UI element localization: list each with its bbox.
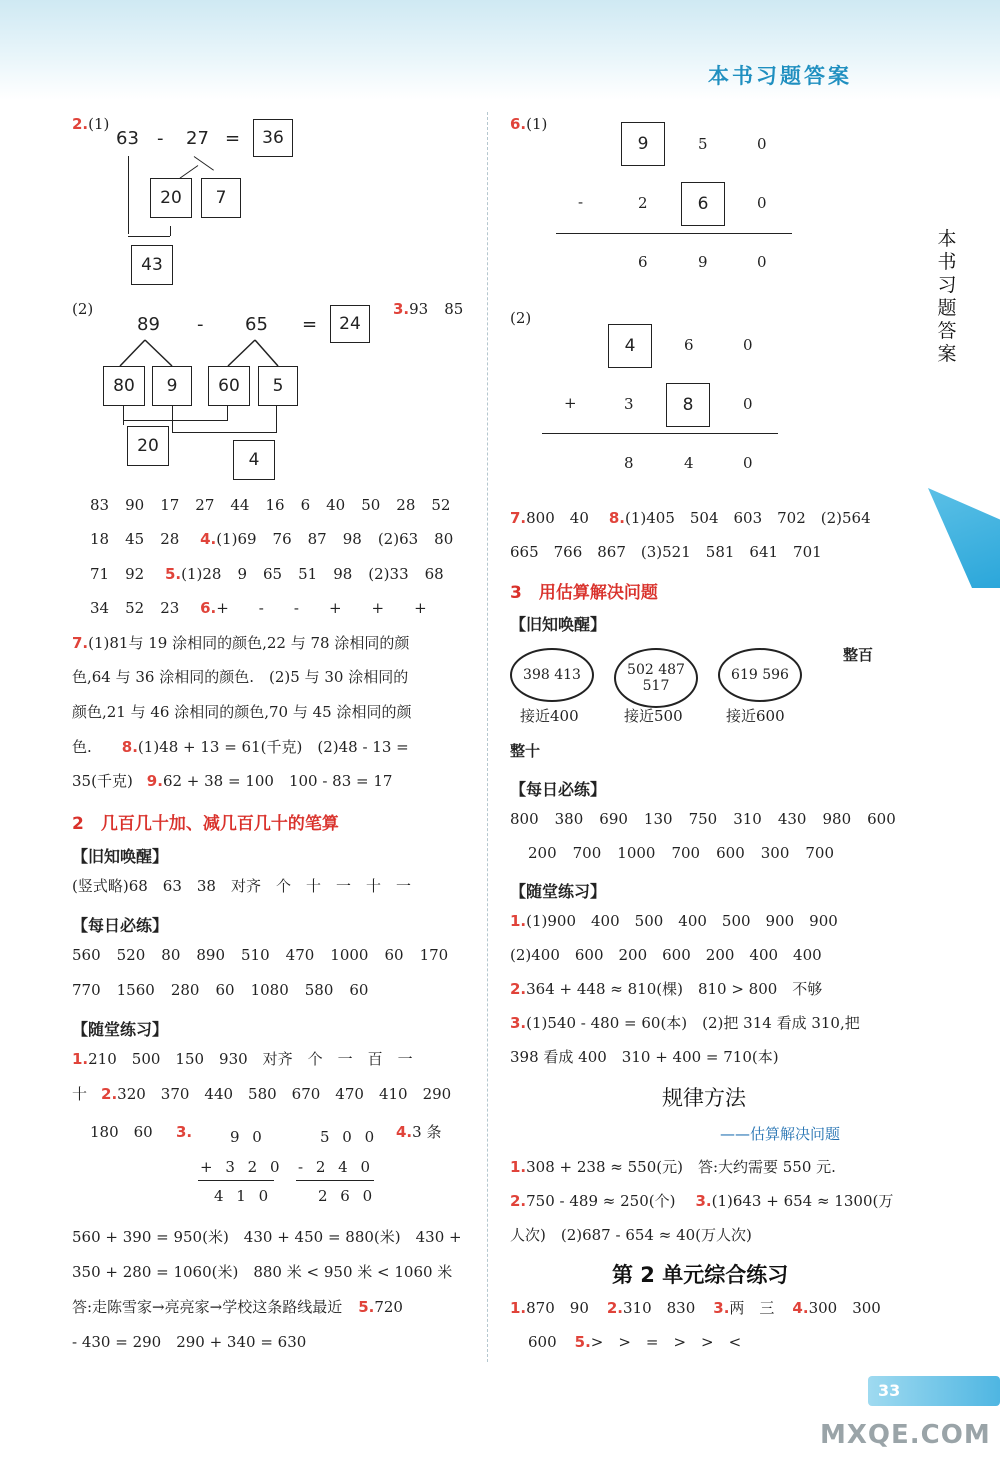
q2-2-label: (2) (72, 300, 94, 318)
q2-2-b: 65 (245, 314, 268, 335)
vc1-mid: + 3 2 0 (200, 1158, 284, 1176)
q2-2-conn-c (172, 432, 276, 433)
q2-2-branch-1 (120, 340, 145, 366)
r-q6-1-box-a: 9 (621, 122, 665, 166)
r-q6-1-r3b: 9 (698, 253, 708, 271)
sec2-st1: 1.210 500 150 930 对齐 个 一 百 一 (72, 1050, 413, 1068)
left-row-1: 83 90 17 27 44 16 6 40 50 28 52 (90, 496, 451, 514)
q7-line-4: 色. 8.(1)48 + 13 = 61(千克) (2)48 - 13 = (72, 738, 409, 756)
sec3-oval-cap-3: 接近600 (726, 707, 785, 725)
q2-1-eq: = (225, 128, 241, 149)
q2-2-branch-2 (145, 340, 172, 366)
r-q6-1-r3a: 6 (638, 253, 648, 271)
q2-1-bottom-box: 43 (131, 245, 173, 285)
header-title: 本书习题答案 (708, 64, 852, 88)
section-3-title: 3 用估算解决问题 (510, 583, 658, 603)
sec2-st4: 4.3 条 (396, 1123, 442, 1141)
r-q6-2-label: (2) (510, 309, 532, 327)
r-q6-2-line (542, 433, 778, 434)
q2-2-conn-f (227, 405, 228, 421)
q8-q9-line: 35(千克) 9.62 + 38 = 100 100 - 83 = 17 (72, 772, 393, 790)
q7-line-1: 7.(1)81与 19 涂相同的颜色,22 与 78 涂相同的颜 (72, 634, 410, 652)
r-q6-2-r3b: 4 (684, 454, 694, 472)
q2-heading: 2.(1) (72, 115, 110, 133)
r-q6-2-r2a: 3 (624, 395, 634, 413)
q2-1-branch-l (180, 165, 199, 178)
r-q6-2-op: + (564, 394, 577, 412)
method-2-3: 2.750 - 489 ≈ 250(个) 3.(1)643 + 654 ≈ 1300(万 (510, 1192, 894, 1210)
sec3-oval-3: 619 596 (718, 648, 802, 702)
watermark: MXQE.COM (820, 1420, 991, 1450)
q2-1-split-line (128, 156, 129, 234)
sec3-st1-cont: (2)400 600 200 600 200 400 400 (510, 946, 822, 964)
sec2-line-c: 答:走陈雪家→亮亮家→学校这条路线最近 5.720 (72, 1298, 403, 1316)
sec2-st2-cont: 180 60 (90, 1123, 153, 1141)
q2-1-split1-box: 20 (150, 178, 192, 218)
side-title: 本书习题答案 (937, 228, 957, 365)
sec3-oval-cap-2: 接近500 (624, 707, 683, 725)
q2-2-branch-4 (255, 340, 278, 366)
sec2-meiri: 【每日必练】 (72, 916, 169, 935)
sec2-meiri-row-1: 560 520 80 890 510 470 1000 60 170 (72, 946, 449, 964)
sec3-jiuzhi: 【旧知唤醒】 (510, 615, 607, 634)
q2-1-arrow-up (170, 226, 171, 236)
sec3-oval-1: 398 413 (510, 648, 594, 702)
q7-line-2: 色,64 与 36 涂相同的颜色. (2)5 与 30 涂相同的 (72, 668, 409, 686)
sec2-st3-label: 3. (176, 1123, 193, 1141)
r-q6-2-r1b: 6 (684, 336, 694, 354)
left-row-2: 18 45 28 4.(1)69 76 87 98 (2)63 80 (90, 530, 454, 548)
r-q6-1-op: - (578, 193, 584, 211)
page-number: 33 (868, 1376, 1000, 1406)
unit-title: 第 2 单元综合练习 (612, 1263, 789, 1287)
sec3-zhengbai: 整百 (843, 646, 874, 664)
sec3-st2: 2.364 + 448 ≈ 810(棵) 810 > 800 不够 (510, 980, 823, 998)
r-q6-2-r3a: 8 (624, 454, 634, 472)
unit-row-2: 600 5.> > = > > < (528, 1333, 742, 1351)
sec2-jiuzhi: 【旧知唤醒】 (72, 847, 169, 866)
sec3-oval-cap-1: 接近400 (520, 707, 579, 725)
sec2-st2: 十 2.320 370 440 580 670 470 410 290 (72, 1085, 452, 1103)
method-1: 1.308 + 238 ≈ 550(元) 答:大约需要 550 元. (510, 1158, 836, 1176)
column-divider (487, 112, 488, 1362)
sec2-jiuzhi-text: (竖式略)68 63 38 对齐 个 十 一 十 一 (72, 877, 411, 895)
method-3-cont: 人次) (2)687 - 654 ≈ 40(万人次) (510, 1226, 752, 1244)
vc1-top: 9 0 (230, 1128, 266, 1146)
side-tab (928, 488, 1000, 588)
sec2-suitang: 【随堂练习】 (72, 1020, 169, 1039)
q2-2-s1-box: 80 (103, 366, 145, 406)
vc2-line (296, 1180, 374, 1181)
q2-2-op: - (197, 314, 204, 335)
q2-2-result-box: 24 (330, 305, 370, 343)
sec2-line-a: 560 + 390 = 950(米) 430 + 450 = 880(米) 430 + (72, 1228, 462, 1246)
sec3-meiri: 【每日必练】 (510, 780, 607, 799)
sec3-st3-cont: 398 看成 400 310 + 400 = 710(本) (510, 1048, 779, 1066)
vc2-mid: - 2 4 0 (298, 1158, 375, 1176)
sec3-suitang: 【随堂练习】 (510, 882, 607, 901)
q2-1-op: - (157, 128, 164, 149)
section-2-title: 2 几百几十加、减几百几十的笔算 (72, 814, 339, 834)
q2-2-conn-e (123, 420, 227, 421)
left-row-3: 71 92 5.(1)28 9 65 51 98 (2)33 68 (90, 565, 444, 583)
r-q6-2-box-a: 4 (608, 324, 652, 368)
sec2-meiri-row-2: 770 1560 280 60 1080 580 60 (72, 981, 369, 999)
sec3-st3: 3.(1)540 - 480 = 60(本) (2)把 314 看成 310,把 (510, 1014, 860, 1032)
q2-2-branch-3 (228, 340, 255, 366)
r-q6-heading: 6.(1) (510, 115, 548, 133)
r-q6-1-r2c: 0 (757, 194, 767, 212)
r-q6-1-box-b: 6 (681, 182, 725, 226)
sec3-meiri-row-1: 800 380 690 130 750 310 430 980 600 (510, 810, 896, 828)
r-q6-1-line (556, 233, 792, 234)
q2-2-conn-d (276, 405, 277, 433)
q3: 3.93 85 (393, 300, 464, 318)
q2-1-branch-r (194, 156, 214, 171)
r-q6-2-box-b: 8 (666, 383, 710, 427)
q7-line-3: 颜色,21 与 46 涂相同的颜色,70 与 45 涂相同的颜 (72, 703, 412, 721)
r-q6-1-r2a: 2 (638, 194, 648, 212)
q2-2-b2-box: 4 (233, 440, 275, 480)
r-q6-1-r1b: 5 (698, 135, 708, 153)
r-q6-1-r1c: 0 (757, 135, 767, 153)
r-q6-2-r1c: 0 (743, 336, 753, 354)
sec3-meiri-row-2: 200 700 1000 700 600 300 700 (528, 844, 835, 862)
r-q6-2-r3c: 0 (743, 454, 753, 472)
vc1-res: 4 1 0 (214, 1187, 273, 1205)
q2-2-conn-a (123, 405, 124, 425)
sec3-oval-2: 502 487 517 (614, 648, 698, 708)
q2-1-result-box: 36 (253, 119, 293, 157)
method-title: 规律方法 (662, 1086, 746, 1110)
q2-2-eq: = (302, 314, 318, 335)
vc2-res: 2 6 0 (318, 1187, 377, 1205)
r-q6-1-r3c: 0 (757, 253, 767, 271)
q2-1-arrow-line (128, 236, 170, 237)
q2-2-b1-box: 20 (127, 426, 169, 466)
unit-row-1: 1.870 90 2.310 830 3.两 三 4.300 300 (510, 1299, 881, 1317)
q2-1-split2-box: 7 (201, 178, 241, 218)
left-row-4: 34 52 23 6.+ - - + + + (90, 599, 427, 617)
sec3-st1: 1.(1)900 400 500 400 500 900 900 (510, 912, 838, 930)
q2-2-s3-box: 60 (208, 366, 250, 406)
q2-2-s4-box: 5 (258, 366, 298, 406)
q2-1-a: 63 (116, 128, 139, 149)
q2-2-conn-b (172, 405, 173, 433)
r-q8-cont: 665 766 867 (3)521 581 641 701 (510, 543, 822, 561)
r-q7-q8: 7.800 40 8.(1)405 504 603 702 (2)564 (510, 509, 871, 527)
sec3-zhengshi: 整十 (510, 742, 541, 760)
sec2-line-d: - 430 = 290 290 + 340 = 630 (72, 1333, 307, 1351)
q2-2-a: 89 (137, 314, 160, 335)
sec2-line-b: 350 + 280 = 1060(米) 880 米 < 950 米 < 1060 米 (72, 1263, 453, 1281)
method-subtitle: ——估算解决问题 (720, 1125, 841, 1143)
r-q6-2-r2c: 0 (743, 395, 753, 413)
q2-2-s2-box: 9 (152, 366, 192, 406)
q2-1-b: 27 (186, 128, 209, 149)
vc2-top: 5 0 0 (320, 1128, 379, 1146)
vc1-line (198, 1180, 274, 1181)
